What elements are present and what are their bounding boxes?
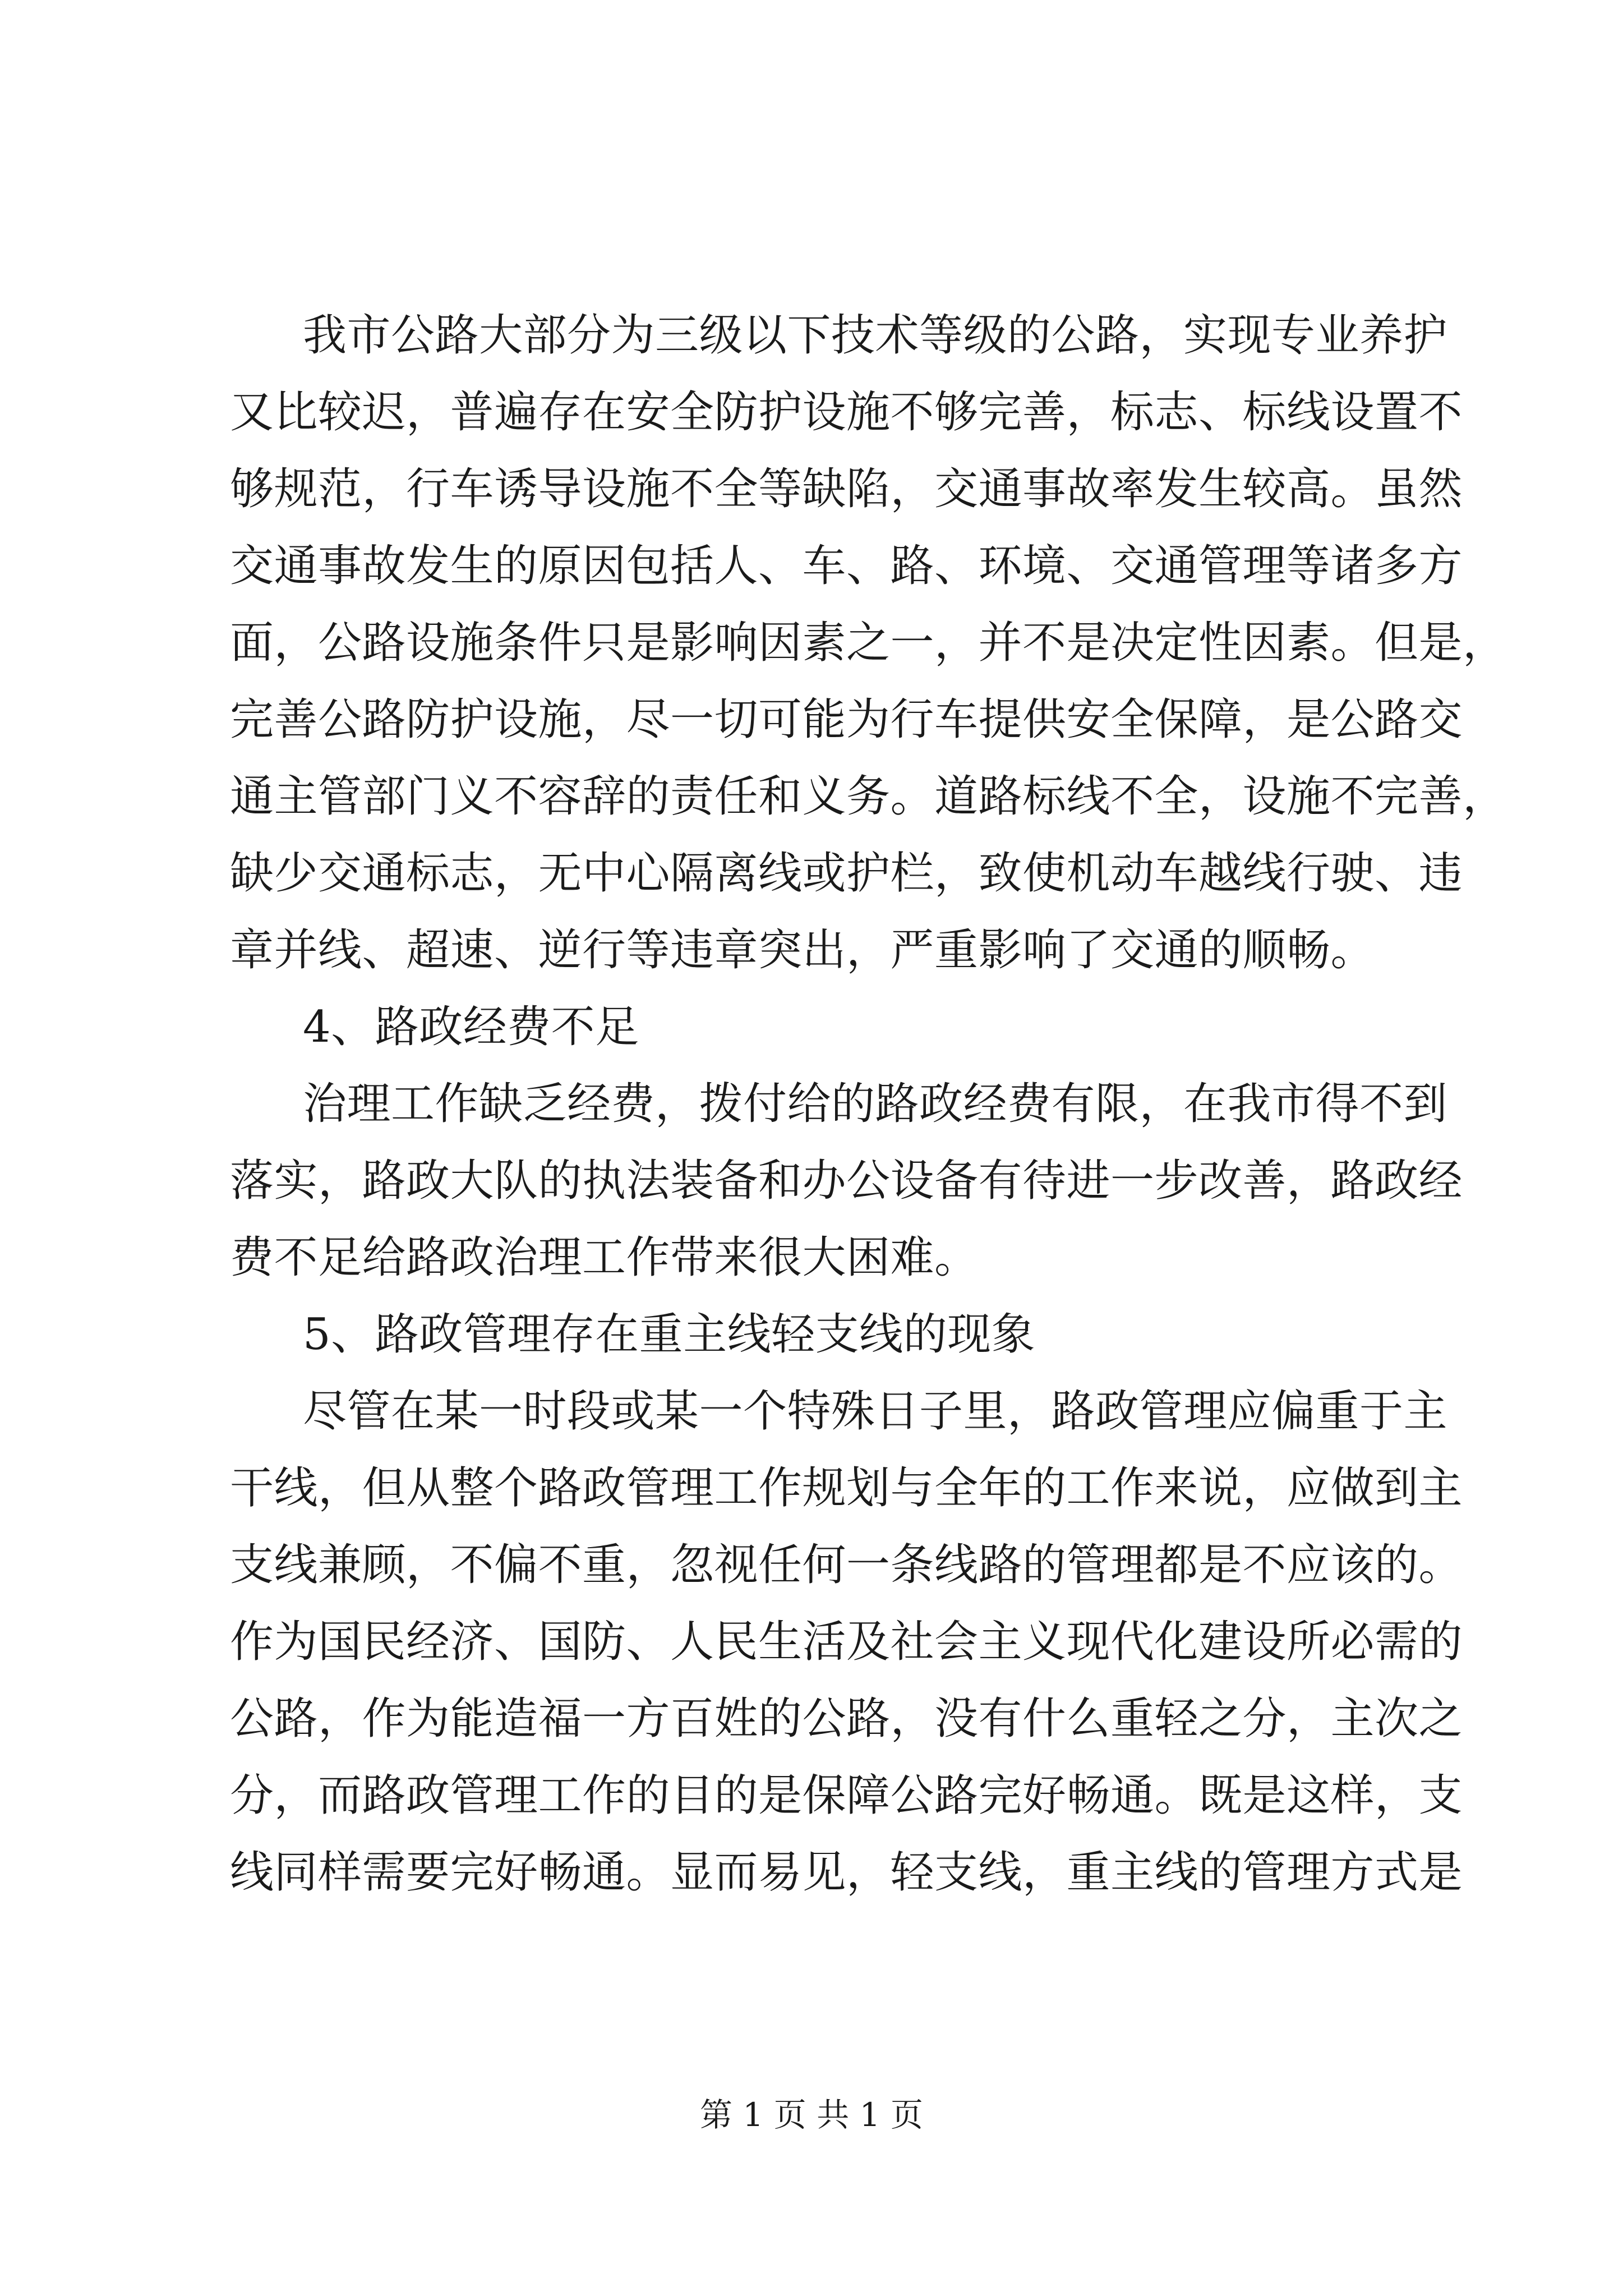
text-line: 尽管在某一时段或某一个特殊日子里，路政管理应偏重于主 <box>303 1386 1448 1437</box>
text-line: 支线兼顾，不偏不重，忽视任何一条线路的管理都是不应该的。 <box>230 1540 1463 1590</box>
text-line: 交通事故发生的原因包括人、车、路、环境、交通管理等诸多方 <box>230 541 1463 591</box>
page-footer: 第 1 页 共 1 页 <box>700 2096 923 2134</box>
section-heading-4: 4、路政经费不足 <box>303 1002 639 1052</box>
section-heading-5: 5、路政管理存在重主线轻支线的现象 <box>303 1309 1036 1360</box>
text-line: 够规范，行车诱导设施不全等缺陷，交通事故率发生较高。虽然 <box>230 464 1463 514</box>
text-line: 又比较迟，普遍存在安全防护设施不够完善，标志、标线设置不 <box>230 387 1463 438</box>
text-line: 分，而路政管理工作的目的是保障公路完好畅通。既是这样，支 <box>230 1770 1463 1821</box>
text-line: 作为国民经济、国防、人民生活及社会主义现代化建设所必需的 <box>230 1617 1463 1667</box>
text-line: 干线，但从整个路政管理工作规划与全年的工作来说，应做到主 <box>230 1463 1463 1513</box>
text-line: 费不足给路政治理工作带来很大困难。 <box>230 1232 979 1283</box>
text-line: 落实，路政大队的执法装备和办公设备有待进一步改善，路政经 <box>230 1156 1463 1206</box>
text-line: 通主管部门义不容辞的责任和义务。道路标线不全，设施不完善， <box>230 771 1507 822</box>
text-line: 治理工作缺乏经费，拨付给的路政经费有限，在我市得不到 <box>303 1079 1448 1129</box>
text-line: 我市公路大部分为三级以下技术等级的公路，实现专业养护 <box>303 310 1448 361</box>
text-line: 缺少交通标志，无中心隔离线或护栏，致使机动车越线行驶、违 <box>230 848 1463 899</box>
text-line: 章并线、超速、逆行等违章突出，严重影响了交通的顺畅。 <box>230 925 1375 976</box>
text-line: 完善公路防护设施，尽一切可能为行车提供安全保障，是公路交 <box>230 694 1463 745</box>
text-line: 面，公路设施条件只是影响因素之一，并不是决定性因素。但是， <box>230 618 1507 668</box>
text-line: 线同样需要完好畅通。显而易见，轻支线，重主线的管理方式是 <box>230 1847 1463 1898</box>
text-line: 公路，作为能造福一方百姓的公路，没有什么重轻之分，主次之 <box>230 1694 1463 1744</box>
